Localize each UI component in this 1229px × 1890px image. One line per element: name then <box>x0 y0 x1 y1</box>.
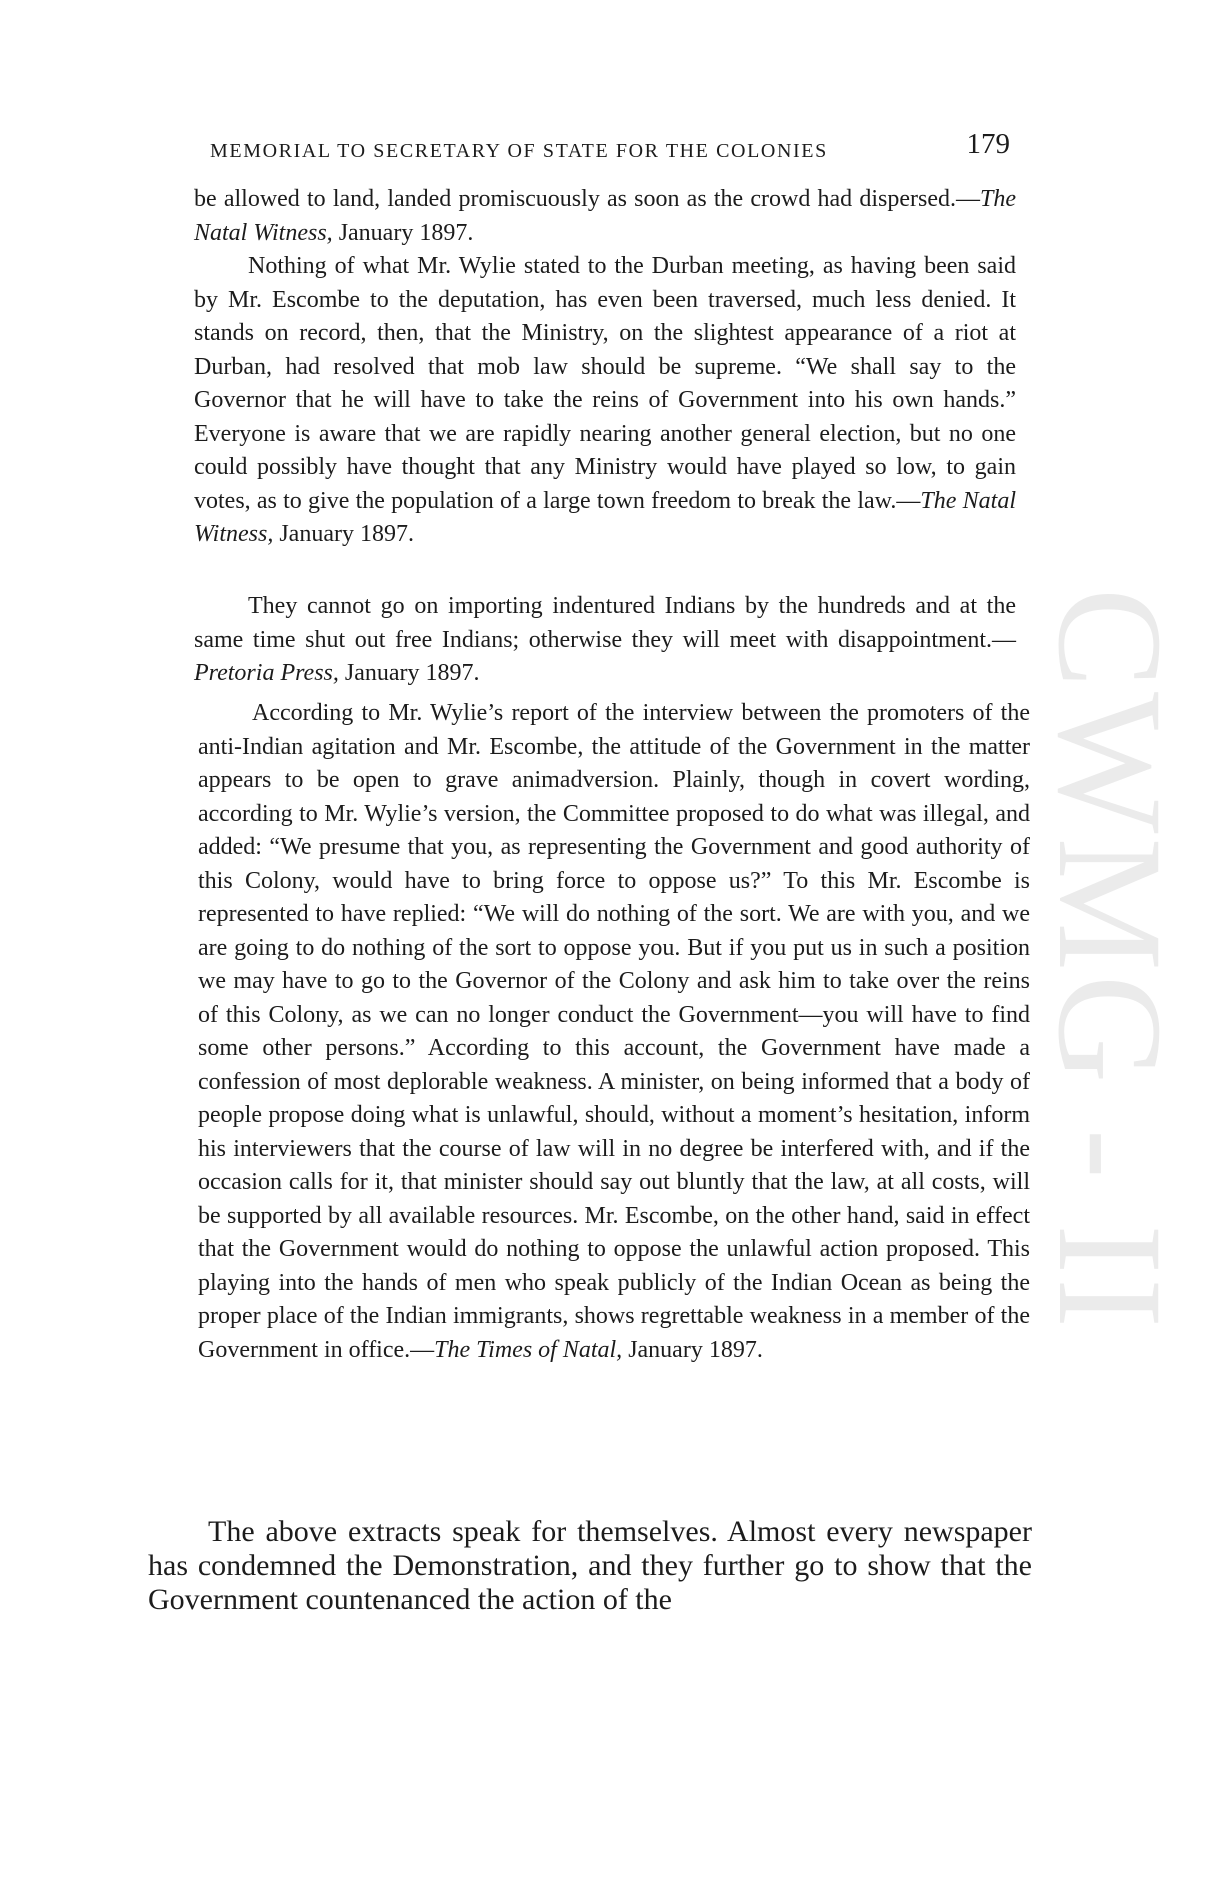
source-citation: The Natal Witness, <box>194 186 1016 246</box>
page-header <box>210 128 1010 168</box>
quote-paragraph: According to Mr. Wylie’s report of the interview between the promoters of the anti-Indian agitation and Mr. Escombe, the attitude of the Government in the matter appears to be open to grave animadversion. Plainly, though in covert wording, according to Mr. Wylie’s version, the Committee proposed to do what was illegal, and added: “We presume that you, as representing the Government and good authority of this Colony, would have to bring force to oppose us?” To this Mr. Escombe is represented to have replied: “We will do nothing of the sort. We are with you, and we are going to do nothing of the sort to oppose you. But if you put us in such a position we may have to go to the Governor of the Colony and ask him to take over the reins of this Colony, as we can no longer conduct the Government—you will have to find some other persons.” According to this account, the Government have made a confession of most deplorable weakness. A minister, on being informed that a body of people propose doing what is unlawful, should, without a moment’s hesitation, inform his interviewers that the course of law will in no degree be interfered with, and if the occasion calls for it, that minister should say out bluntly that the law, at all costs, will be supported by all available resources. Mr. Escombe, on the other hand, said in effect that the Government would do nothing to oppose the unlawful action proposed. This playing into the hands of men who speak publicly of the Indian Ocean as being the proper place of the Indian immigrants, shows regrettable weakness in a member of the Government in office.—The Times of Natal, January 1897. <box>198 700 1030 1363</box>
source-citation: The Times of Natal, <box>434 1336 623 1363</box>
running-head: MEMORIAL TO SECRETARY OF STATE FOR THE COLONIES <box>210 140 828 162</box>
quote-paragraph: Nothing of what Mr. Wylie stated to the Durban meeting, as having been said by Mr. Escombe to the deputation, has even been traversed, much less denied. It stands on record, then, that the Ministry, on the slightest appearance of a riot at Durban, had resolved that mob law should be supreme. “We shall say to the Governor that he will have to take the reins of Government into his own hands.” Everyone is aware that we are rapidly nearing another general election, but no one could possibly have thought that any Ministry would have played so low, to gain votes, as to give the population of a large town freedom to break the law.—The Natal Witness, January 1897. <box>194 253 1016 547</box>
quote-paragraph: They cannot go on importing indentured Indians by the hundreds and at the same time shut out free Indians; otherwise they will meet with disappointment.—Pretoria Press, January 1897. <box>194 593 1016 686</box>
body-paragraph: The above extracts speak for themselves. Almost every newspaper has condemned the Demonstration, and they further go to show that the Government countenanced the action of the <box>148 1515 1032 1616</box>
page-number: 179 <box>966 128 1010 160</box>
quote-paragraph: be allowed to land, landed promiscuously as soon as the crowd had dispersed.—The Natal Witness, January 1897. <box>194 186 1016 246</box>
source-citation: The Natal Witness, <box>194 487 1016 547</box>
watermark: CWMG - II <box>1027 587 1193 1333</box>
source-citation: Pretoria Press, <box>194 660 339 686</box>
